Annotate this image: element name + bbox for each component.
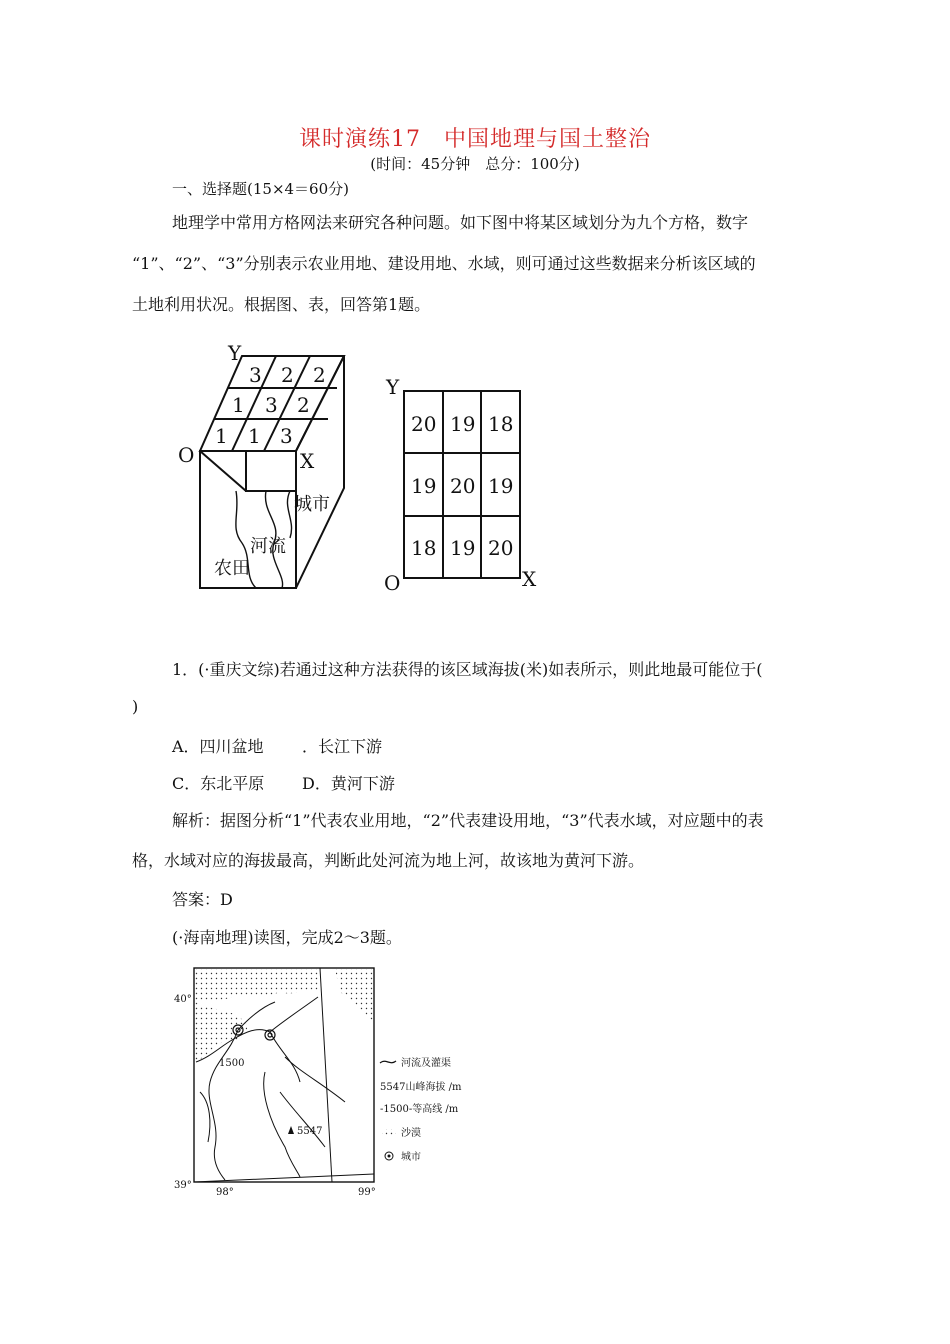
table-cell: 20 (488, 536, 514, 560)
elevation-table-figure (380, 372, 550, 598)
q1-option-b: ．长江下游 (302, 737, 383, 756)
topographic-map-figure (170, 962, 490, 1206)
table-cell: 20 (450, 474, 476, 498)
q1-stem-line-1: 1．(·重庆文综)若通过这种方法获得的该区域海拔(米)如表所示，则此地最可能位于( (172, 660, 763, 679)
legend-city: 城市 (401, 1152, 421, 1163)
legend-river: 河流及灌渠 (401, 1058, 451, 1069)
section-heading: 一、选择题(15×4＝60分) (172, 180, 349, 198)
fig2-origin: O (384, 571, 401, 594)
q2-intro: (·海南地理)读图，完成2～3题。 (172, 928, 402, 947)
intro-paragraph (132, 202, 832, 325)
fig2-axis-x: X (522, 567, 537, 591)
q1-analysis-line-2: 格，水域对应的海拔最高，判断此处河流为地上河，故该地为黄河下游。 (132, 851, 645, 870)
fig1-axis-x: X (300, 449, 315, 473)
fig1-axis-y: Y (228, 341, 242, 365)
label-farm: 农田 (214, 558, 250, 579)
lat-top-label: 40° (174, 994, 192, 1005)
q1-option-a: A．四川盆地 (172, 737, 264, 756)
table-cell: 18 (488, 412, 514, 436)
grid-cell: 1 (248, 424, 261, 448)
intro-line-2: “1”、“2”、“3”分别表示农业用地、建设用地、水域，则可通过这些数据来分析该区域的 (132, 254, 756, 273)
intro-line-3: 土地利用状况。根据图、表，回答第1题。 (132, 295, 431, 314)
table-cell: 19 (411, 474, 437, 498)
grid-cell: 1 (215, 424, 228, 448)
legend-desert: 沙漠 (401, 1128, 421, 1139)
label-river: 河流 (250, 536, 286, 557)
page-subtitle: (时间：45分钟 总分：100分) (370, 155, 580, 173)
lat-bottom-label: 39° (174, 1180, 192, 1191)
legend-peak: 5547山峰海拔 /m (380, 1082, 462, 1093)
legend-contour: -1500-等高线 /m (380, 1104, 459, 1115)
q1-answer: 答案：D (172, 890, 233, 909)
grid-cell: 3 (280, 424, 293, 448)
desert-swatch-icon (382, 1129, 396, 1135)
peak-label: 5547 (297, 1126, 323, 1137)
intro-line-1: 地理学中常用方格网法来研究各种问题。如下图中将某区域划分为九个方格，数字 (172, 213, 749, 232)
fig2-axis-y: Y (386, 375, 400, 399)
table-cell: 19 (450, 536, 476, 560)
grid-cell: 3 (265, 393, 278, 417)
grid-block-figure (170, 338, 360, 604)
q1-option-c: C．东北平原 (172, 774, 265, 793)
contour-label: 1500 (219, 1058, 245, 1069)
label-city: 城市 (294, 494, 330, 515)
table-cell: 19 (450, 412, 476, 436)
page-title: 课时演练17 中国地理与国土整治 (299, 127, 651, 152)
q1-stem-line-2: ) (132, 697, 139, 716)
q1-option-d: D．黄河下游 (302, 774, 395, 793)
q1-analysis-line-1: 解析：据图分析“1”代表农业用地，“2”代表建设用地，“3”代表水域，对应题中的表 (172, 811, 764, 830)
grid-cell: 2 (281, 363, 294, 387)
lon-right-label: 99° (358, 1187, 376, 1198)
grid-cell: 1 (232, 393, 245, 417)
grid-cell: 3 (249, 363, 262, 387)
lon-left-label: 98° (216, 1187, 234, 1198)
table-cell: 19 (488, 474, 514, 498)
table-cell: 18 (411, 536, 437, 560)
table-cell: 20 (411, 412, 437, 436)
grid-cell: 2 (313, 363, 326, 387)
fig1-origin: O (178, 443, 195, 467)
grid-cell: 2 (297, 393, 310, 417)
